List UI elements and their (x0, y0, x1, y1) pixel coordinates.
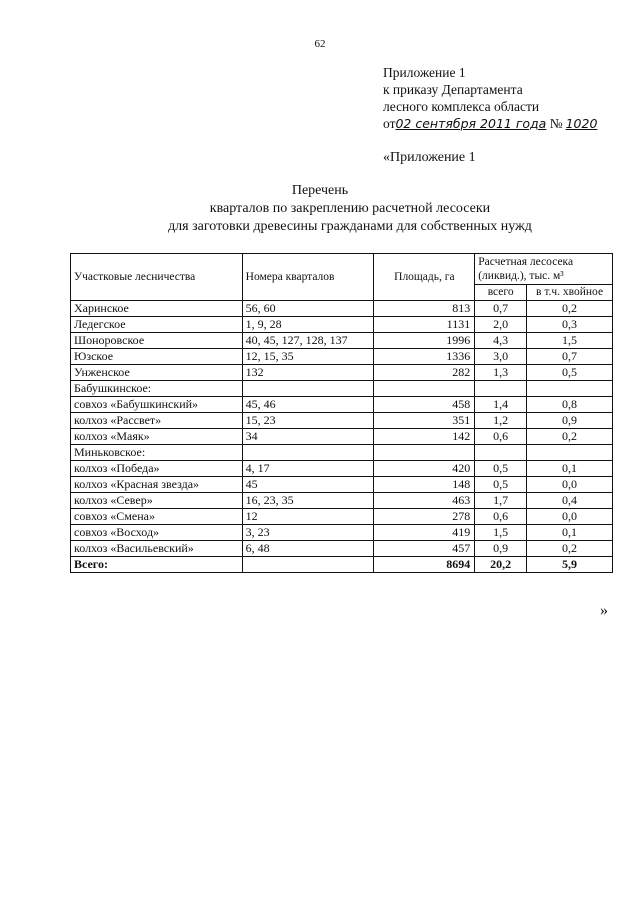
cell-quarters: 12 (242, 509, 374, 525)
cell-total: 1,4 (475, 397, 527, 413)
cell-total (475, 381, 527, 397)
cell-quarters: 6, 48 (242, 541, 374, 557)
cell-quarters (242, 445, 374, 461)
cell-conifer: 0,0 (527, 477, 613, 493)
cell-conifer: 0,3 (527, 317, 613, 333)
cell-total: 1,2 (475, 413, 527, 429)
cell-name: Харинское (71, 301, 243, 317)
cell-area: 419 (374, 525, 475, 541)
quarters-table (70, 253, 613, 573)
appendix-line-3: лесного комплекса области (383, 99, 540, 114)
cell-total: 0,7 (475, 301, 527, 317)
appendix-line-1: Приложение 1 (383, 65, 466, 80)
cell-conifer: 0,7 (527, 349, 613, 365)
cell-total: 0,5 (475, 461, 527, 477)
header-quarters: Номера кварталов (242, 254, 374, 301)
cell-total: 1,3 (475, 365, 527, 381)
table-row (71, 429, 613, 445)
table-row (71, 509, 613, 525)
cell-area: 1131 (374, 317, 475, 333)
header-total: всего (475, 285, 527, 301)
table-total-row (71, 557, 613, 573)
cell-total (475, 445, 527, 461)
title-line-3: для заготовки древесины гражданами для собственных нужд (168, 219, 532, 234)
cell-area: 142 (374, 429, 475, 445)
cell-quarters: 34 (242, 429, 374, 445)
cell-area: 457 (374, 541, 475, 557)
cell-conifer: 0,5 (527, 365, 613, 381)
cell-area: 282 (374, 365, 475, 381)
cell-name: Шоноровское (71, 333, 243, 349)
cell-name: совхоз «Бабушкинский» (71, 397, 243, 413)
cell-name: колхоз «Победа» (71, 461, 243, 477)
cell-conifer: 0,2 (527, 541, 613, 557)
appendix-line-2: к приказу Департамента (383, 82, 523, 97)
title-line-1: Перечень (291, 183, 349, 198)
cell-name: Ледегское (71, 317, 243, 333)
cell-area (374, 381, 475, 397)
cell-name: Миньковское: (71, 445, 243, 461)
cell-total: 2,0 (475, 317, 527, 333)
cell-conifer: 0,2 (527, 429, 613, 445)
cell-name: колхоз «Красная звезда» (71, 477, 243, 493)
cell-area: 420 (374, 461, 475, 477)
cell-total: 1,7 (475, 493, 527, 509)
cell-area: 351 (374, 413, 475, 429)
cell-name: Юзское (71, 349, 243, 365)
cell-quarters: 45 (242, 477, 374, 493)
cell-conifer: 1,5 (527, 333, 613, 349)
header-conifer: в т.ч. хвойное (527, 285, 613, 301)
cell-name: колхоз «Север» (71, 493, 243, 509)
appendix-header (383, 64, 597, 132)
cell-area (374, 445, 475, 461)
table-row (71, 445, 613, 461)
table-row (71, 381, 613, 397)
cell-name: совхоз «Смена» (71, 509, 243, 525)
cell-area: 463 (374, 493, 475, 509)
cell-area: 8694 (374, 557, 475, 573)
cell-conifer: 0,8 (527, 397, 613, 413)
cell-total: 1,5 (475, 525, 527, 541)
cell-total: 3,0 (475, 349, 527, 365)
cell-total: 0,9 (475, 541, 527, 557)
cell-name: колхоз «Рассвет» (71, 413, 243, 429)
cell-total: 0,5 (475, 477, 527, 493)
cell-area: 1996 (374, 333, 475, 349)
title-line-2: кварталов по закреплению расчетной лесосеки (209, 201, 491, 216)
table-row (71, 541, 613, 557)
cell-quarters: 16, 23, 35 (242, 493, 374, 509)
cell-area: 148 (374, 477, 475, 493)
from-prefix: от (383, 116, 396, 131)
cell-conifer: 0,4 (527, 493, 613, 509)
table-row (71, 317, 613, 333)
handwritten-number: 1020 (565, 116, 598, 131)
appendix-title: «Приложение 1 (383, 150, 476, 165)
handwritten-date: 02 сентября 2011 года (395, 116, 547, 131)
cell-quarters: 15, 23 (242, 413, 374, 429)
cell-conifer: 0,2 (527, 301, 613, 317)
cell-quarters: 45, 46 (242, 397, 374, 413)
cell-area: 458 (374, 397, 475, 413)
cell-total: 20,2 (475, 557, 527, 573)
closing-quote: » (600, 602, 608, 619)
appendix-order-line (383, 115, 597, 132)
cell-quarters: 12, 15, 35 (242, 349, 374, 365)
number-sign: № (549, 116, 563, 131)
table-row (71, 461, 613, 477)
cell-area: 278 (374, 509, 475, 525)
cell-conifer: 5,9 (527, 557, 613, 573)
table-row (71, 397, 613, 413)
cell-conifer: 0,1 (527, 525, 613, 541)
cell-quarters: 40, 45, 127, 128, 137 (242, 333, 374, 349)
cell-quarters (242, 557, 374, 573)
page-number: 62 (314, 38, 326, 50)
cell-area: 1336 (374, 349, 475, 365)
list-title (0, 182, 640, 236)
table-row (71, 477, 613, 493)
header-cut: Расчетная лесосека (ликвид.), тыс. м³ (475, 254, 613, 285)
cell-name: Всего: (71, 557, 243, 573)
table-row (71, 333, 613, 349)
cell-conifer: 0,1 (527, 461, 613, 477)
cell-quarters: 3, 23 (242, 525, 374, 541)
cell-conifer: 0,9 (527, 413, 613, 429)
cell-conifer (527, 381, 613, 397)
cell-quarters: 132 (242, 365, 374, 381)
cell-area: 813 (374, 301, 475, 317)
header-area: Площадь, га (374, 254, 475, 301)
header-forestry: Участковые лесничества (71, 254, 243, 301)
cell-total: 0,6 (475, 509, 527, 525)
table-row (71, 349, 613, 365)
cell-quarters: 56, 60 (242, 301, 374, 317)
table-row (71, 525, 613, 541)
cell-name: Бабушкинское: (71, 381, 243, 397)
cell-quarters: 1, 9, 28 (242, 317, 374, 333)
table-row (71, 301, 613, 317)
cell-name: колхоз «Маяк» (71, 429, 243, 445)
cell-name: Унженское (71, 365, 243, 381)
cell-quarters: 4, 17 (242, 461, 374, 477)
cell-quarters (242, 381, 374, 397)
cell-conifer: 0,0 (527, 509, 613, 525)
table-row (71, 413, 613, 429)
table-body (71, 301, 613, 573)
cell-name: колхоз «Васильевский» (71, 541, 243, 557)
cell-total: 0,6 (475, 429, 527, 445)
cell-total: 4,3 (475, 333, 527, 349)
table-row (71, 365, 613, 381)
cell-conifer (527, 445, 613, 461)
table-row (71, 493, 613, 509)
cell-name: совхоз «Восход» (71, 525, 243, 541)
